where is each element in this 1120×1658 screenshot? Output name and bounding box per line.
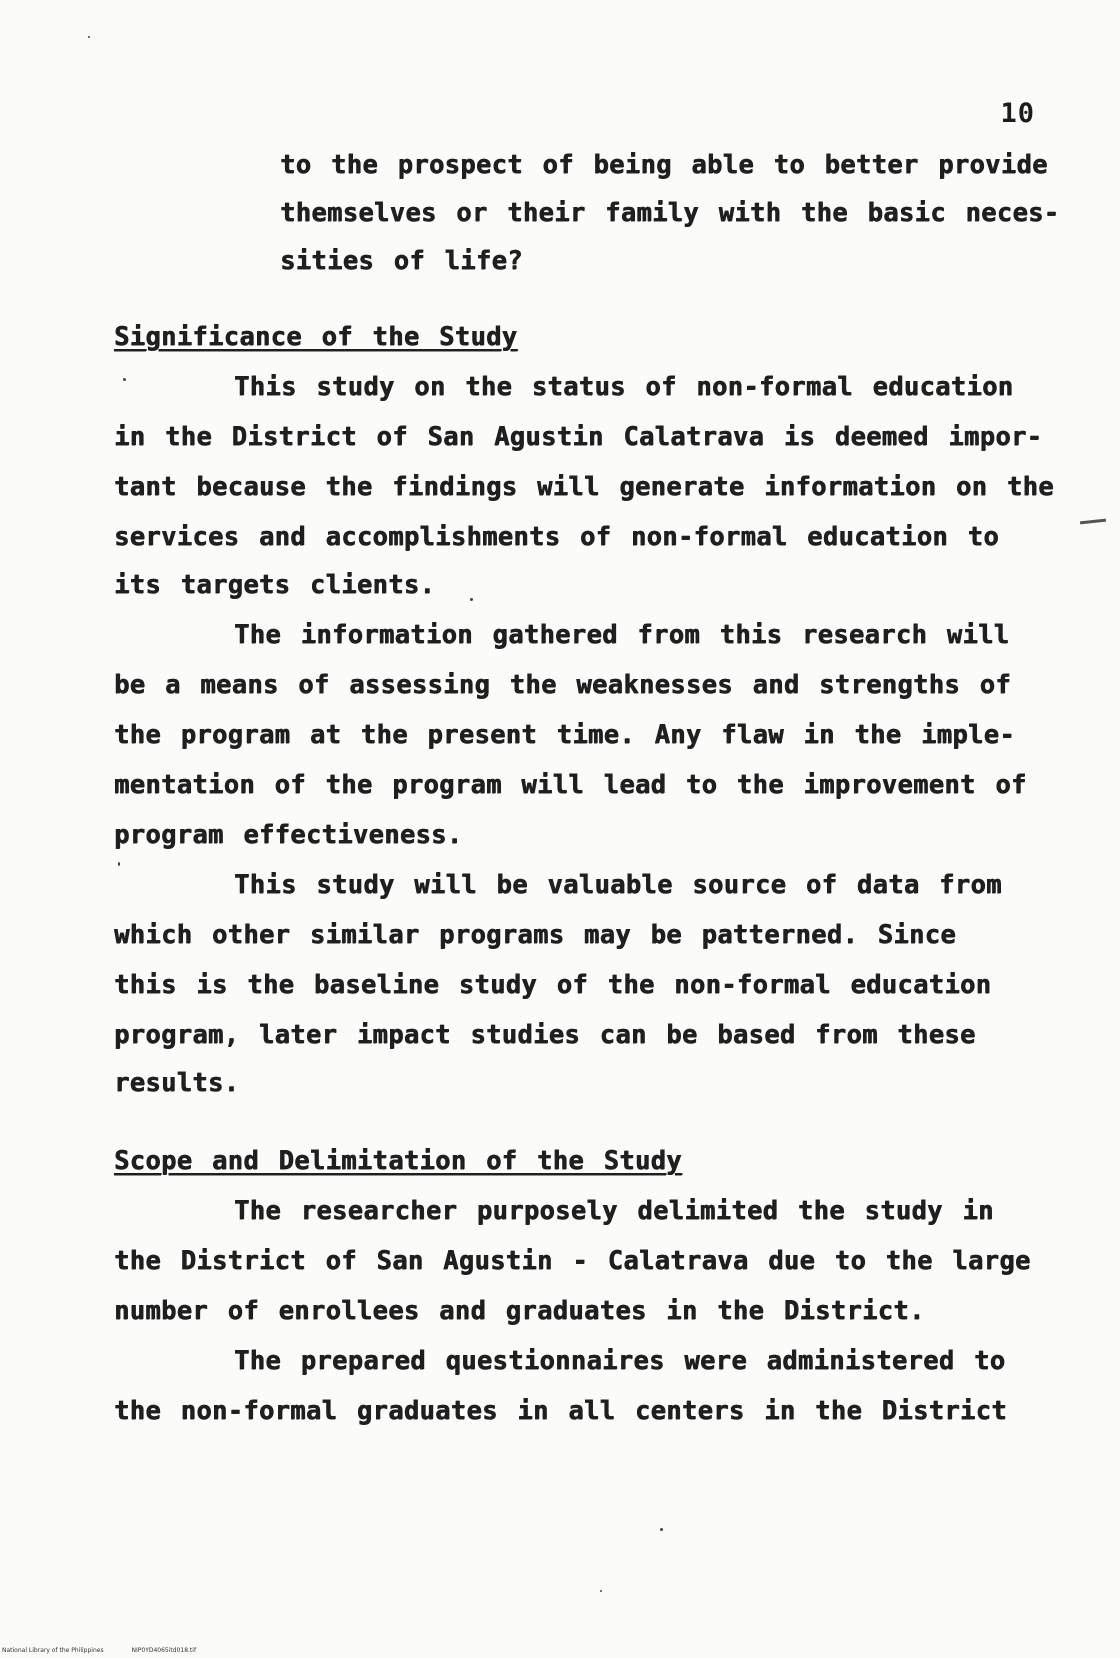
text-line: The prepared questionnaires were administered to [234, 1346, 1006, 1376]
text-line: sities of life? [280, 246, 523, 276]
text-line: The information gathered from this research will [234, 620, 1010, 650]
text-line: mentation of the program will lead to the improvement of [114, 770, 1027, 800]
scan-speck [88, 36, 90, 38]
section-heading-scope: Scope and Delimitation of the Study [114, 1146, 682, 1176]
text-line: number of enrollees and graduates in the District. [114, 1296, 925, 1326]
text-line: themselves or their family with the basic neces- [280, 198, 1060, 228]
scan-footer [2, 1647, 196, 1654]
text-line: program effectiveness. [114, 820, 463, 850]
text-line: its targets clients. [114, 570, 436, 600]
scan-speck [470, 598, 473, 601]
scan-speck [600, 1590, 602, 1592]
text-line: This study on the status of non-formal education [234, 372, 1014, 402]
scan-speck [660, 1528, 663, 1531]
text-line: The researcher purposely delimited the study in [234, 1196, 994, 1226]
text-line: which other similar programs may be patterned. Since [114, 920, 956, 950]
text-line: This study will be valuable source of data from [234, 870, 1002, 900]
page-number: 10 [1000, 98, 1035, 129]
footer-file: NIP0YD4065itd018.tif [131, 1647, 197, 1654]
text-line: the non-formal graduates in all centers in the District [114, 1396, 1007, 1426]
text-line: be a means of assessing the weaknesses and strengths of [114, 670, 1011, 700]
scan-speck [123, 378, 126, 381]
footer-library: National Library of the Philippines [2, 1647, 104, 1654]
scan-speck [118, 862, 120, 866]
text-line: program, later impact studies can be based from these [114, 1020, 976, 1050]
text-line: the District of San Agustin - Calatrava due to the large [114, 1246, 1031, 1276]
section-heading-significance: Significance of the Study [114, 322, 518, 352]
scan-edge-mark [1080, 519, 1106, 525]
text-line: to the prospect of being able to better provide [280, 150, 1048, 180]
text-line: in the District of San Agustin Calatrava is deemed impor- [114, 422, 1043, 452]
text-line: this is the baseline study of the non-formal education [114, 970, 992, 1000]
text-line: services and accomplishments of non-formal education to [114, 522, 999, 552]
text-line: results. [114, 1068, 240, 1098]
text-line: tant because the findings will generate information on the [114, 472, 1054, 502]
text-line: the program at the present time. Any flaw in the imple- [114, 720, 1015, 750]
